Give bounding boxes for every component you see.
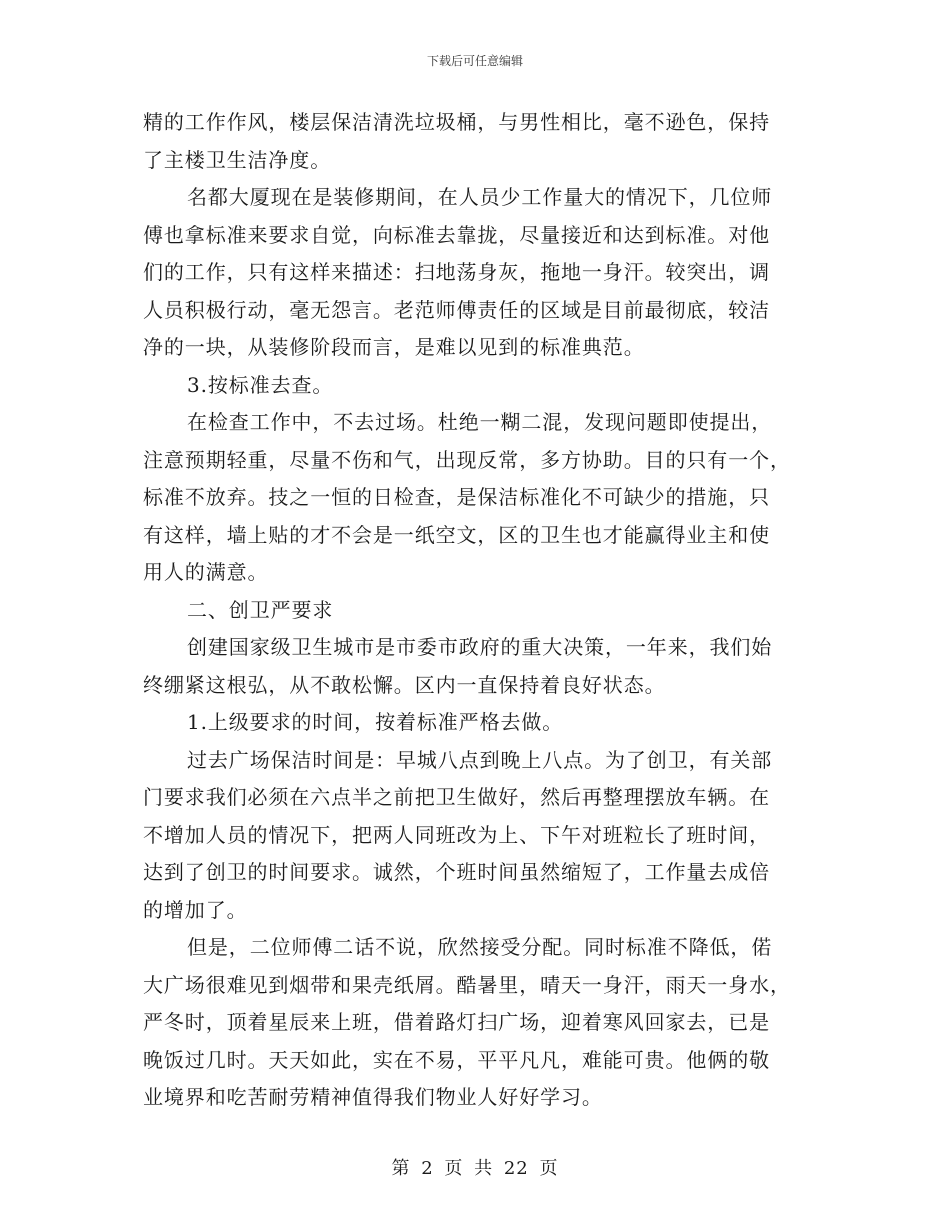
text-line: 过去广场保洁时间是：早城八点到晚上八点。为了创卫，有关部 [187, 747, 773, 772]
text-line: 业境界和吃苦耐劳精神值得我们物业人好好学习。 [143, 1085, 603, 1109]
text-line: 标准不放弃。技之一恒的日检查，是保洁标准化不可缺少的措施，只 [143, 485, 770, 509]
text-line: 晚饭过几时。天天如此，实在不易，平平凡凡，难能可贵。他俩的敬 [143, 1047, 770, 1072]
text-line: 用人的满意。 [143, 560, 269, 584]
document-body [143, 104, 803, 1117]
text-line: 注意预期轻重，尽量不伤和气，出现反常，多方协助。目的只有一个， [143, 447, 791, 472]
text-line: 精的工作作风，楼层保洁清洗垃圾桶，与男性相比，毫不逊色，保持 [143, 110, 770, 134]
section-subheading: 3.按标准去查。 [187, 372, 334, 397]
text-line: 们的工作，只有这样来描述：扫地荡身灰，拖地一身汗。较突出，调 [143, 260, 770, 284]
text-line: 傅也拿标准来要求自觉，向标准去靠拢，尽量接近和达到标准。对他 [143, 222, 770, 247]
text-line: 有这样，墙上贴的才不会是一纸空文，区的卫生也才能赢得业主和使 [143, 522, 770, 547]
text-line: 达到了创卫的时间要求。诚然，个班时间虽然缩短了，工作量去成倍 [143, 860, 770, 884]
text-line: 了主楼卫生洁净度。 [143, 147, 332, 172]
section-subheading: 1.上级要求的时间，按着标准严格去做。 [187, 710, 564, 734]
text-line: 的增加了。 [143, 897, 248, 922]
text-line: 人员积极行动，毫无怨言。老范师傅责任的区域是目前最彻底，较洁 [143, 297, 770, 322]
text-line: 大广场很难见到烟带和果壳纸屑。酷暑里，晴天一身汗，雨天一身水， [143, 972, 791, 997]
text-line: 严冬时，顶着星辰来上班，借着路灯扫广场，迎着寒风回家去，已是 [143, 1010, 770, 1034]
text-line: 在检查工作中，不去过场。杜绝一糊二混，发现问题即使提出， [187, 410, 773, 434]
page-footer: 第 2 页 共 22 页 [391, 1158, 559, 1179]
section-heading: 二、创卫严要求 [187, 597, 334, 622]
text-line: 净的一块，从装修阶段而言，是难以见到的标准典范。 [143, 335, 645, 359]
text-line: 门要求我们必须在六点半之前把卫生做好，然后再整理摆放车辆。在 [143, 785, 770, 809]
page-header: 下载后可任意编辑 [426, 54, 523, 68]
text-line: 创建国家级卫生城市是市委市政府的重大决策，一年来，我们始 [187, 635, 773, 659]
text-line: 终绷紧这根弘，从不敢松懈。区内一直保持着良好状态。 [143, 672, 666, 697]
text-line: 不增加人员的情况下，把两人同班改为上、下午对班粒长了班时间， [143, 822, 770, 847]
text-line: 但是，二位师傅二话不说，欣然接受分配。同时标准不降低，偌 [187, 935, 773, 959]
text-line: 名都大厦现在是装修期间，在人员少工作量大的情况下，几位师 [187, 185, 773, 209]
